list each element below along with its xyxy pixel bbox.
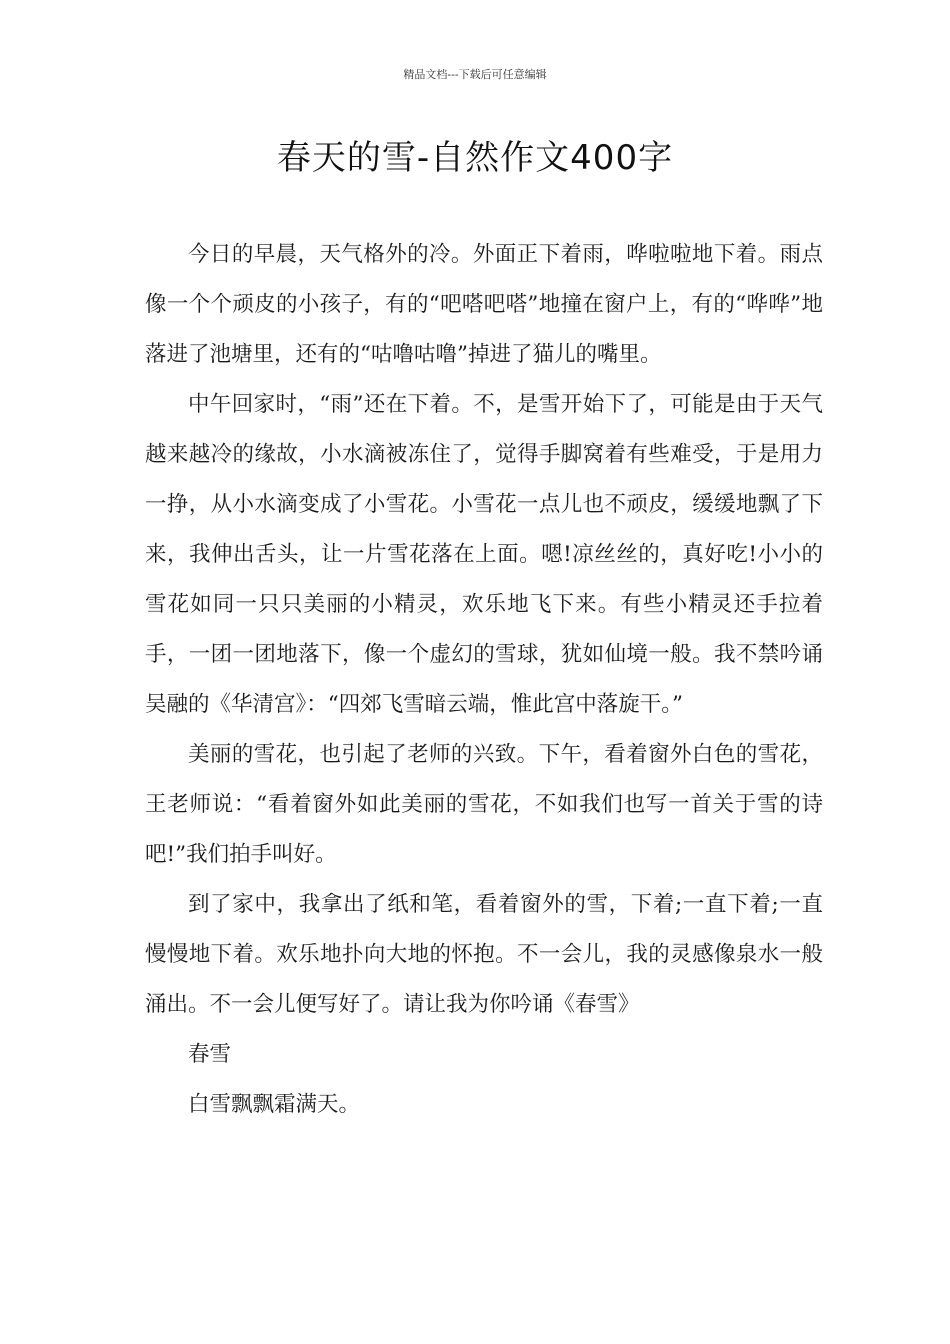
paragraph: 到了家中，我拿出了纸和笔，看着窗外的雪，下着;一直下着;一直慢慢地下着。欢乐地扑向大地的怀抱。不一会儿，我的灵感像泉水一般涌出。不一会儿便写好了。请让我为你吟诵《春雪》 bbox=[145, 892, 823, 1017]
paragraph: 中午回家时，“雨”还在下着。不，是雪开始下了，可能是由于天气越来越冷的缘故，小水滴被冻住了，觉得手脚窝着有些难受，于是用力一挣，从小水滴变成了小雪花。小雪花一点儿也不顽皮，缓缓地飘了下来，我伸出舌头，让一片雪花落在上面。嗯!凉丝丝的，真好吃!小小的雪花如同一只只美丽的小精灵，欢乐地飞下来。有些小精灵还手拉着手，一团一团地落下，像一个虚幻的雪球，犹如仙境一般。我不禁吟诵吴融的《华清宫》：“四郊飞雪暗云端，惟此宫中落旋干。” bbox=[145, 392, 823, 717]
poem-line: 白雪飘飘霜满天。 bbox=[188, 1092, 361, 1117]
paragraph: 今日的早晨，天气格外的冷。外面正下着雨，哗啦啦地下着。雨点像一个个顽皮的小孩子，有的“吧嗒吧嗒”地撞在窗户上，有的“哗哗”地落进了池塘里，还有的“咕噜咕噜”掉进了猫儿的嘴里。 bbox=[145, 242, 823, 367]
document-title: 春天的雪-自然作文400字 bbox=[276, 138, 674, 178]
page-header: 精品文档---下载后可任意编辑 bbox=[403, 68, 547, 81]
document-body bbox=[145, 230, 823, 1130]
paragraph: 美丽的雪花，也引起了老师的兴致。下午，看着窗外白色的雪花，王老师说：“看着窗外如此美丽的雪花，不如我们也写一首关于雪的诗吧!”我们拍手叫好。 bbox=[145, 742, 823, 867]
poem-title: 春雪 bbox=[188, 1042, 232, 1067]
